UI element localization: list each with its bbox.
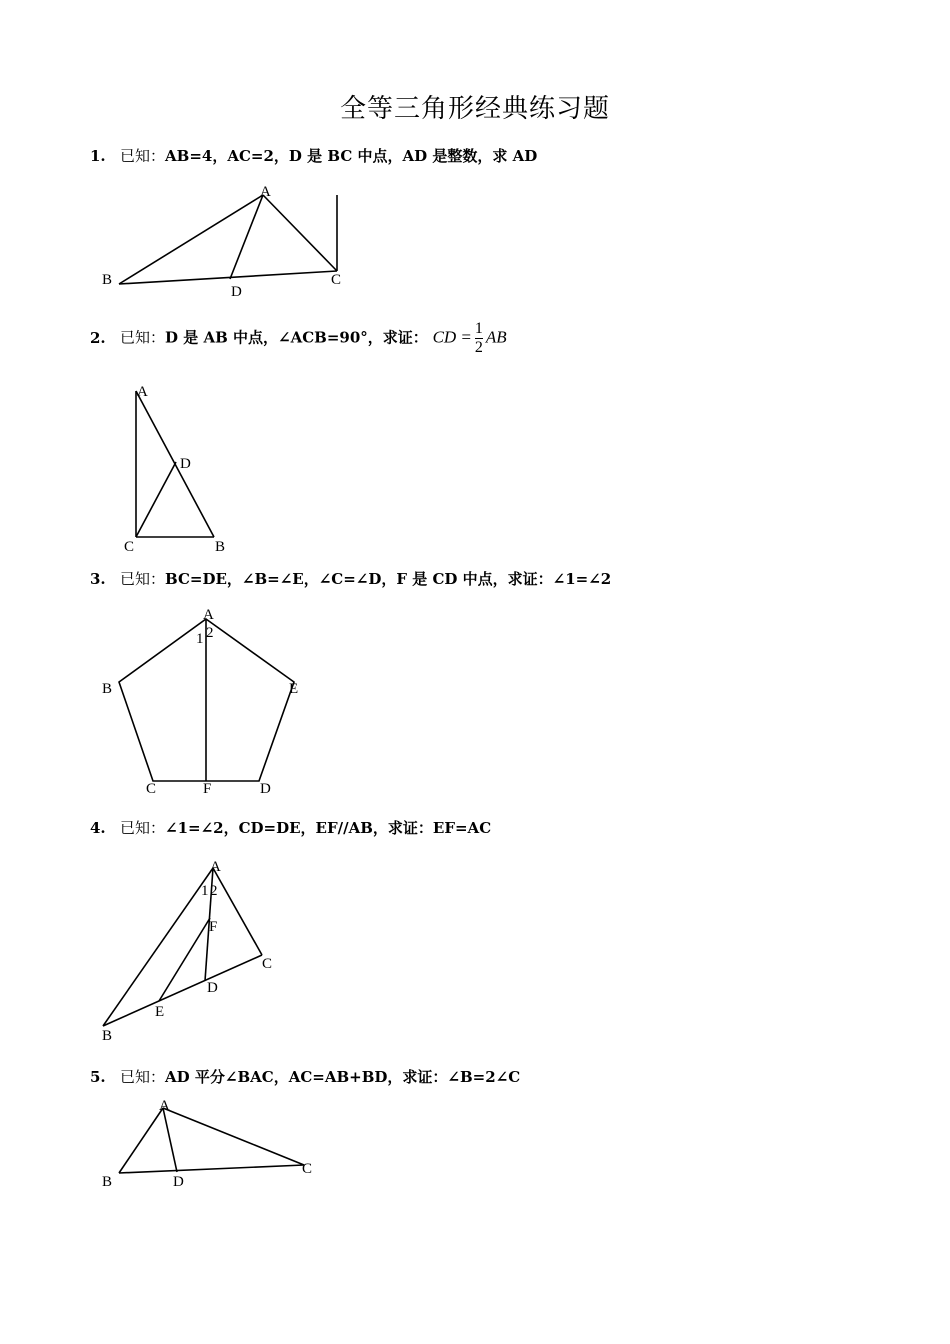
formula-rhs: AB <box>485 327 507 347</box>
label-E: E <box>289 681 299 697</box>
label-D: D <box>173 1174 184 1190</box>
problem-number: 4. <box>90 819 106 837</box>
label-B: B <box>102 1174 113 1190</box>
problem-number: 2. <box>90 328 106 347</box>
segment-BA <box>119 1108 163 1173</box>
label-A: A <box>260 184 271 200</box>
label-D: D <box>207 980 218 996</box>
label-A: A <box>203 607 214 623</box>
label-A: A <box>210 859 221 875</box>
label-B: B <box>102 1028 113 1044</box>
problem-prefix: 已知： <box>120 328 166 347</box>
label-D: D <box>260 781 271 797</box>
problem-text: ∠1=∠2，CD=DE，EF//AB，求证：EF=AC <box>165 819 492 837</box>
label-D: D <box>231 284 242 300</box>
label-C: C <box>262 956 273 972</box>
segment-AC <box>163 1108 304 1165</box>
problem-prefix: 已知： <box>120 147 166 165</box>
label-E: E <box>155 1004 165 1020</box>
problem-prefix: 已知： <box>120 570 166 588</box>
label-one: 1 <box>201 883 209 899</box>
label-D: D <box>180 456 191 472</box>
problem-text: D 是 AB 中点，∠ACB=90°，求证： <box>165 328 428 347</box>
label-two: 2 <box>210 883 218 899</box>
formula-lhs: CD = <box>432 327 472 347</box>
label-one: 1 <box>196 631 204 647</box>
problem-prefix: 已知： <box>120 1068 166 1086</box>
problem-prefix: 已知： <box>120 819 166 837</box>
label-B: B <box>102 272 113 288</box>
fraction-denominator: 2 <box>474 339 483 356</box>
segment-BC <box>119 1165 304 1173</box>
label-C: C <box>146 781 157 797</box>
fraction-numerator: 1 <box>474 320 483 337</box>
label-C: C <box>331 272 342 288</box>
label-two: 2 <box>206 625 214 641</box>
problem-number: 5. <box>90 1068 106 1086</box>
problem-number: 3. <box>90 570 106 588</box>
label-F: F <box>203 781 212 797</box>
label-B: B <box>102 681 113 697</box>
label-C: C <box>302 1161 313 1177</box>
problem-text: BC=DE，∠B=∠E，∠C=∠D，F 是 CD 中点，求证：∠1=∠2 <box>165 570 612 588</box>
label-C: C <box>124 539 135 555</box>
problem-text: AD 平分∠BAC，AC=AB+BD，求证：∠B=2∠C <box>165 1068 521 1086</box>
problem-number: 1. <box>90 147 106 165</box>
label-B: B <box>215 539 226 555</box>
label-A: A <box>137 384 148 400</box>
problem-text: AB=4，AC=2，D 是 BC 中点，AD 是整数，求 AD <box>165 147 538 165</box>
label-A: A <box>159 1098 170 1114</box>
label-F: F <box>209 919 218 935</box>
page-title: 全等三角形经典练习题 <box>339 94 610 124</box>
segment-AD <box>163 1108 177 1172</box>
